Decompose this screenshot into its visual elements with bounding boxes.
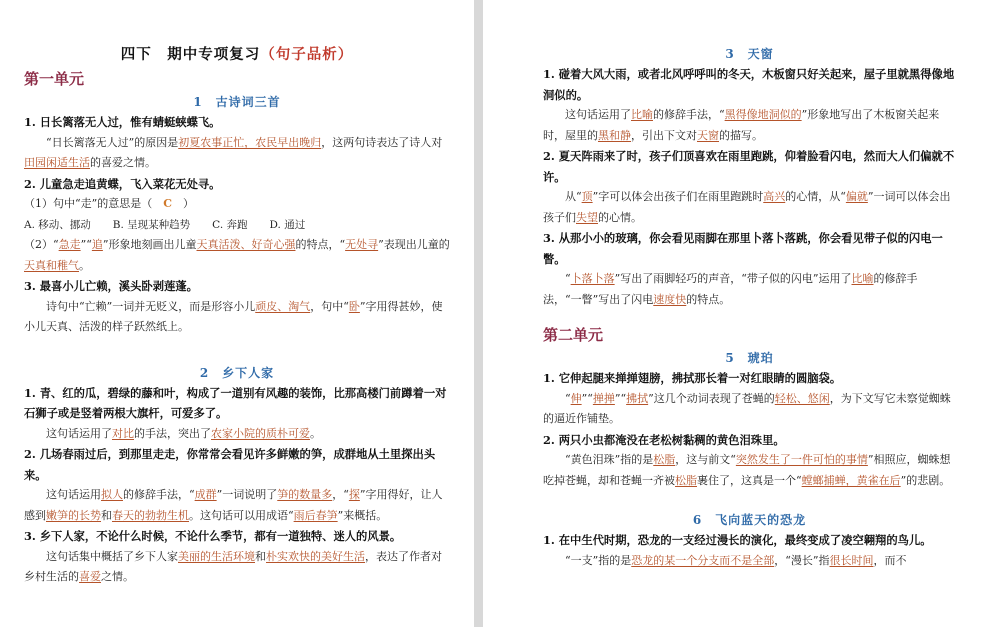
- text: （2）“: [24, 238, 59, 251]
- text: ”写出了雨脚轻巧的声音，“带子似的闪电”运用了: [614, 272, 852, 285]
- text: 裹住了，这真是一个“: [697, 473, 802, 487]
- answer-key: 卧: [348, 299, 360, 313]
- answer-key: 天窗: [697, 128, 719, 142]
- answer-key: 急走: [58, 238, 81, 251]
- text: 的修辞手法，“: [653, 108, 725, 121]
- answer-key: 对比: [112, 426, 134, 440]
- text: ，这两句诗表达了诗人对: [321, 135, 443, 149]
- text: ，“: [332, 488, 349, 501]
- question: 2. 夏天阵雨来了时，孩子们顶喜欢在雨里跑跳，仰着脸看闪电，然而大人们偏就不许。: [543, 149, 955, 184]
- text: ”“: [614, 391, 627, 405]
- text: 的心情，从“: [785, 190, 846, 203]
- options: [24, 215, 450, 236]
- answer-key: 恐龙的某一个分支而不是全部: [631, 553, 775, 567]
- answer-key: 美丽的生活环境: [178, 549, 255, 563]
- text: ，表达了作者对乡村生活的: [24, 549, 442, 583]
- text: ”“: [581, 391, 593, 405]
- answer-key: 轻松、悠闲: [774, 391, 830, 405]
- question: 2. 几场春雨过后，到那里走走，你常常会看见许多鲜嫩的笋，成群地从土里探出头来。: [24, 447, 436, 482]
- text: ，句中“: [310, 299, 349, 313]
- answer-key: 无处寻: [345, 238, 379, 251]
- answer-key: 初夏农事正忙，农民早出晚归: [178, 135, 322, 149]
- text: 这句话运用: [46, 488, 101, 501]
- option-a: A. 移动、挪动: [24, 218, 91, 231]
- text: ，“漫长”指: [774, 553, 830, 567]
- section-heading-5: 5 琥珀: [725, 351, 774, 365]
- answer-key: 成群: [194, 488, 217, 501]
- answer-key: 天真和稚气: [24, 258, 79, 272]
- section-heading-2: 2 乡下人家: [199, 365, 275, 380]
- text: 的特点，“: [295, 238, 346, 251]
- text: ，而不: [873, 553, 907, 567]
- text: 的描写。: [719, 128, 763, 142]
- answer-key: 比喻: [631, 108, 653, 121]
- question: 1. 青、红的瓜，碧绿的藤和叶，构成了一道别有风趣的装饰，比那高楼门前蹲着一对石狮子或是竖着两根大旗杆，可爱多了。: [24, 385, 447, 420]
- answer-key: 突然发生了一件可怕的事情: [735, 453, 868, 466]
- text: 诗句中“亡赖”一词并无贬义，而是形容小儿: [46, 299, 256, 313]
- section-heading-1: 1 古诗词三首: [193, 95, 281, 109]
- answer-key: 失望: [576, 210, 598, 224]
- section-heading-6: 6 飞向蓝天的恐龙: [692, 513, 807, 527]
- question: 1. 它伸起腿来掸掸翅膀，拂拭那长着一对红眼睛的圆脑袋。: [543, 371, 842, 385]
- question: 1. 在中生代时期，恐龙的一支经过漫长的演化，最终变成了凌空翱翔的鸟儿。: [543, 533, 932, 547]
- answer-key: 高兴: [763, 190, 786, 203]
- text: “: [565, 272, 571, 285]
- unit-heading-2: 第二单元: [543, 326, 604, 344]
- answer-paragraph: [24, 547, 450, 588]
- text: 这句话集中概括了乡下人家: [46, 549, 178, 563]
- text: ”一词可以体会出孩子们: [543, 190, 951, 224]
- answer-key: 嫩笋的长势: [46, 508, 101, 522]
- text: ，为下文写它未察觉蜘蛛的逼近作铺垫。: [543, 391, 951, 425]
- answer-key: 田园闲适生活: [24, 156, 90, 169]
- answer-key: 拂拭: [626, 391, 649, 405]
- question: 3. 从那小小的玻璃，你会看见雨脚在那里卜落卜落跳，你会看见带子似的闪电一瞥。: [543, 231, 943, 266]
- answer-key: 比喻: [851, 272, 874, 285]
- answer-paragraph: [543, 105, 956, 146]
- text: 的喜爱之情。: [90, 156, 156, 169]
- question: 3. 最喜小儿亡赖，溪头卧剥莲蓬。: [24, 279, 198, 293]
- text: （1）句中“走”的意思是（: [24, 197, 164, 210]
- text: ）: [172, 197, 195, 210]
- answer-key: 黑得像地洞似的: [724, 108, 802, 121]
- sub-question: [24, 235, 450, 276]
- answer-key: 农家小院的质朴可爱: [211, 426, 310, 440]
- answer-paragraph: [543, 269, 956, 310]
- text: 的修辞手法，“: [123, 488, 195, 501]
- text: ”表现出儿童的: [378, 238, 450, 251]
- text: 的特点。: [686, 292, 731, 306]
- text: “一支”指的是: [565, 553, 632, 567]
- text: 和: [101, 508, 112, 522]
- text: 。: [310, 426, 321, 440]
- option-d: D. 通过: [269, 218, 306, 231]
- text: 。这句话可以用成语“: [189, 508, 294, 522]
- answer-paragraph: [543, 551, 956, 572]
- text: ，这与前文“: [675, 453, 736, 466]
- text: 。: [79, 258, 90, 272]
- text: ”相照应，蜘蛛想吃掉苍蝇，却和苍蝇一齐被: [543, 453, 951, 487]
- question: 2. 两只小虫都淹没在老松树黏稠的黄色泪珠里。: [543, 432, 785, 447]
- text: ”字用得好，让人感到: [24, 488, 443, 522]
- text: “日长篱落无人过”的原因是: [46, 135, 179, 149]
- option-b: B. 呈现某种趋势: [112, 218, 191, 231]
- answer-key: 黑和静: [598, 128, 631, 142]
- answer-paragraph: [24, 424, 450, 445]
- document-title: [24, 43, 450, 64]
- answer-paragraph: [543, 389, 956, 430]
- unit-heading-1: 第一单元: [24, 70, 85, 88]
- text: ，引出下文对: [631, 128, 697, 142]
- answer-key: 追: [91, 238, 103, 251]
- answer-key: 喜爱: [79, 570, 101, 583]
- text: ”字用得甚妙，使小儿天真、活泼的样子跃然纸上。: [24, 299, 443, 333]
- text: ”字可以体会出孩子们在雨里跑跳时: [592, 190, 764, 203]
- answer-key: 很长时间: [829, 553, 874, 567]
- answer-paragraph: [543, 450, 956, 491]
- text: 之情。: [101, 570, 134, 583]
- right-page: [483, 0, 1000, 627]
- text: 和: [255, 549, 266, 563]
- question: 1. 日长篱落无人过，惟有蜻蜓蛱蝶飞。: [24, 115, 221, 129]
- answer-key: 伸: [570, 391, 582, 405]
- text: “黄色泪珠”指的是: [565, 453, 654, 466]
- answer-paragraph: [24, 485, 450, 526]
- text: 的心情。: [598, 210, 642, 224]
- answer-key: 松脂: [653, 453, 676, 466]
- answer-key: 顽皮、淘气: [255, 299, 311, 313]
- answer-key: 顶: [581, 190, 593, 203]
- text: “: [565, 391, 571, 405]
- answer-key: 拟人: [101, 488, 123, 501]
- option-c: C. 奔跑: [212, 218, 248, 231]
- answer-key: 螳螂捕蝉，黄雀在后: [801, 473, 901, 487]
- text: ”这几个动词表现了苍蝇的: [648, 391, 775, 405]
- answer-key: 雨后春笋: [293, 508, 338, 522]
- question: 3. 乡下人家，不论什么时候，不论什么季节，都有一道独特、迷人的风景。: [24, 529, 402, 543]
- text: ”形象地写出了木板窗关起来时，屋里的: [543, 108, 940, 142]
- answer-key: 天真活泼、好奇心强: [196, 238, 296, 251]
- text: 这句话运用了: [46, 426, 112, 440]
- text: ”“: [80, 238, 92, 251]
- sub-question: [24, 194, 450, 215]
- answer-key: 探: [348, 488, 360, 501]
- answer-key: 朴实欢快的美好生活: [266, 549, 365, 563]
- text: 从“: [565, 190, 582, 203]
- text: ”形象地刻画出儿童: [102, 238, 197, 251]
- text: 的修辞手法，“一瞥”写出了闪电: [543, 272, 918, 306]
- page-gap: [474, 0, 483, 627]
- title-main: 四下 期中专项复习: [120, 46, 261, 63]
- text: ”来概括。: [337, 508, 388, 522]
- question: 2. 儿童急走追黄蝶，飞入菜花无处寻。: [24, 176, 221, 191]
- answer-key: 卜落卜落: [570, 272, 615, 285]
- answer-key: 松脂: [675, 473, 697, 487]
- text: 这句话运用了: [565, 108, 631, 121]
- text: 的手法，突出了: [134, 426, 211, 440]
- answer-key: 速度快: [653, 292, 687, 306]
- text: ”的悲剧。: [900, 473, 951, 487]
- title-sub: （句子品析）: [260, 46, 354, 63]
- question: 1. 碰着大风大雨，或者北风呼呼叫的冬天，木板窗只好关起来，屋子里就黑得像地洞似的。: [543, 67, 955, 102]
- answer-paragraph: [24, 297, 450, 338]
- text: ”一词说明了: [216, 488, 278, 501]
- section-heading-3: 3 天窗: [725, 47, 774, 61]
- answer-key: 偏就: [845, 190, 868, 203]
- answer-paragraph: [543, 187, 956, 228]
- answer-choice: C: [163, 197, 173, 210]
- answer-paragraph: [24, 133, 450, 174]
- answer-key: 春天的勃勃生机: [112, 508, 189, 522]
- answer-key: 笋的数量多: [277, 488, 333, 501]
- left-page: [0, 0, 474, 627]
- answer-key: 掸掸: [592, 391, 615, 405]
